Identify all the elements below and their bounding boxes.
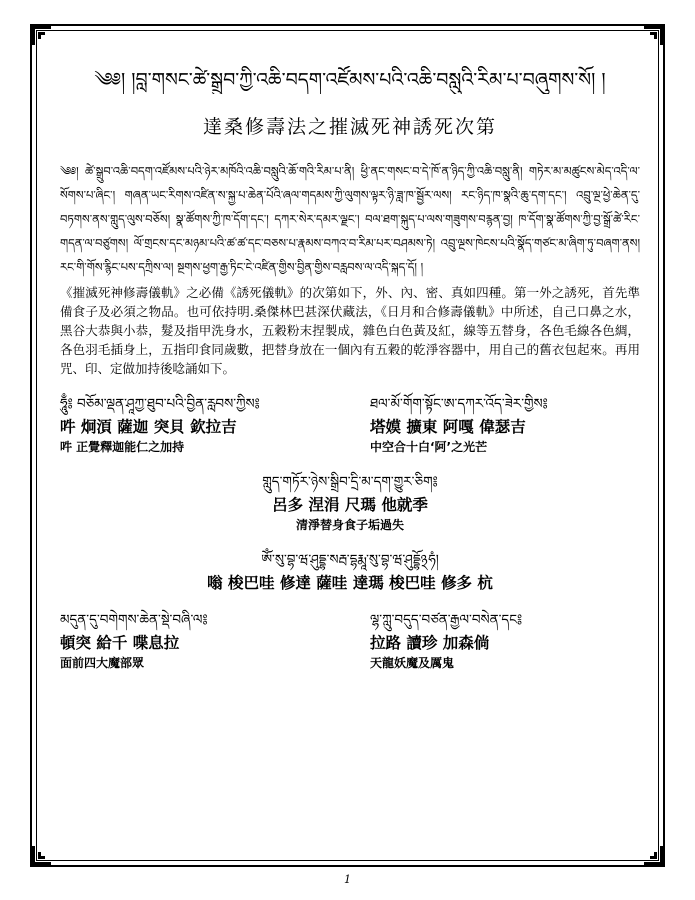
verse-phonetic: 塔嫫 擴東 阿嘎 偉瑟吉 xyxy=(370,418,526,436)
verse-block xyxy=(60,392,330,456)
verse-row xyxy=(60,470,640,534)
verse-block xyxy=(60,608,330,672)
verse-row xyxy=(60,548,640,594)
verse-phonetic: 頓突 給千 喋息拉 xyxy=(60,634,180,652)
verse-row xyxy=(60,392,640,456)
corner-ornament-icon xyxy=(30,24,52,46)
verse-block xyxy=(60,470,640,534)
corner-ornament-icon xyxy=(643,845,665,867)
verse-meaning: 面前四大魔部眾 xyxy=(60,656,145,670)
verse-phonetic: 呂多 涅涓 尺瑪 他就季 xyxy=(272,496,428,514)
verse-phonetic: 拉路 讀珍 加森倘 xyxy=(370,634,490,652)
mantra-tibetan: ཨོཾ་སུ་བྷ་ཝ་ཤུདྡྷ་སརྦ་དྷརྨཱ་སུ་བྷ་ཝ་ཤུདྡྷོ྅ཧཾ། xyxy=(261,552,439,568)
title-chinese: 達桑修壽法之摧滅死神誘死次第 xyxy=(202,116,497,138)
verse-block xyxy=(370,392,640,456)
verse-tibetan: ལྷ་ཀླུ་བདུད་བཙན་རྒྱལ་བསེན་དང༔ xyxy=(370,612,523,628)
mantra-block xyxy=(60,548,640,594)
corner-ornament-icon xyxy=(643,24,665,46)
verse-tibetan: མདུན་དུ་བགེགས་ཆེན་སྡེ་བཞི་ལ༔ xyxy=(60,612,208,628)
title-tibetan: ༄༅། །བླ་གསང་ཚེ་སྒྲུབ་ཀྱི་འཆི་བདག་འཛོམས་པའི་འཆི་བསླུའི་རིམ་པ་བཞུགས་སོ། ། xyxy=(94,69,606,91)
page-content xyxy=(60,66,640,672)
mantra-phonetic: 嗡 梭巴哇 修達 薩哇 達瑪 梭巴哇 修多 杭 xyxy=(207,574,493,592)
verse-tibetan: གླུད་གཏོར་ཉེས་སྒྲིབ་དྲི་མ་དག་གྱུར་ཅིག༔ xyxy=(262,474,438,490)
page-number: 1 xyxy=(344,873,351,886)
corner-ornament-icon xyxy=(30,845,52,867)
verse-row xyxy=(60,608,640,672)
intro-chinese: 《摧滅死神修壽儀軌》之必備《誘死儀軌》的次第如下，外、內、密、真如四種。第一外之誘死，首先準備食子及必須之物品。也可依持明.桑傑林巴甚深伏藏法，《日月和合修壽儀軌》中所述，自己口鼻之水，黑谷大恭與小恭，髮及指甲洗身水，五穀粉末捏製成，雜色白色黃及紅，線等五替身，各色毛線各色綢，各色羽毛插身上，五指印食同歲數，把替身放在一個內有五穀的乾淨容器中，用自己的舊衣包起來。再用咒、印、定做加持後唸誦如下。 xyxy=(60,285,640,376)
verse-meaning: 清淨替身食子垢過失 xyxy=(295,518,404,532)
intro-tibetan: ༄༅། ཚེ་སྒྲུབ་འཆི་བདག་འཛོམས་པའི་ཉེར་མཁོའི་འཆི་བསླུའི་ཆོ་གའི་རིམ་པ་ནི། ཕྱི་ནང་གསང་བ་དེ་ཁོ་ན་ཉིད་ཀྱི་འཆི་བསླུ་ནི། གཏེར་མ་མཚུངས་མེད་འདི་ལ་སོགས་པ་ཞིང་། གཞན་ཡང་རིགས་འཛིན་ས་སྐྱ་པ་ཆེན་པོའི་ཞལ་གདམས་ཀྱི་ལུགས་ལྟར་ཉི་ཟླ་ཁ་སྦྱོར་ལས། རང་ཉིད་ཁ་སྣའི་ཆུ་དག་དང་། འབྲུ་ལྔ་ཕྱེ་ཆེན་དུ་བཏགས་ནས་གླུད་ལུས་བཅོས། སྣ་ཚོགས་ཀྱི་ཁ་དོག་དང་། དཀར་སེར་དམར་ལྗང་། བལ་ཐག་སྐུད་པ་ལས་གཟུགས་བརྙན་བྱ། ཁ་དོག་སྣ་ཚོགས་ཀྱི་བྱ་སྒྲོ་ཚེ་རིང་གདན་ལ་བཙུགས། ལོ་གྲངས་དང་མཉམ་པའི་ཚ་ཚ་དང་བཅས་པ་རྣམས་བཀའ་བ་རིམ་པར་བཤམས་ཏེ། འབྲུ་ལྔས་ཁེངས་པའི་སྣོད་གཙང་མ་ཞིག་ཏུ་བཞག་ནས། རང་གི་གོས་རྙིང་པས་དཀྲིས་ལ། སྔགས་ཕྱག་རྒྱ་ཏིང་ངེ་འཛིན་གྱིས་བྱིན་གྱིས་བརླབས་ལ་འདི་སྐད་དོ། ། xyxy=(60,164,640,274)
verse-tibetan: ཐལ་མོ་གོག་སྟོང་ཨ་དཀར་འོད་ཟེར་གྱིས༔ xyxy=(370,396,548,412)
verse-meaning: 中空合十白‘阿’之光芒 xyxy=(370,440,488,454)
verse-block xyxy=(370,608,640,672)
verse-meaning: 吽 正覺釋迦能仁之加持 xyxy=(60,440,185,454)
verse-tibetan: ཧཱུྃ༔ བཅོམ་ལྡན་ཤཱཀྱ་ཐུབ་པའི་བྱིན་རླབས་ཀྱིས༔ xyxy=(60,396,260,412)
verse-phonetic: 吽 炯湏 薩迦 突貝 欽拉吉 xyxy=(60,418,237,436)
verse-meaning: 天龍妖魔及厲鬼 xyxy=(370,656,455,670)
